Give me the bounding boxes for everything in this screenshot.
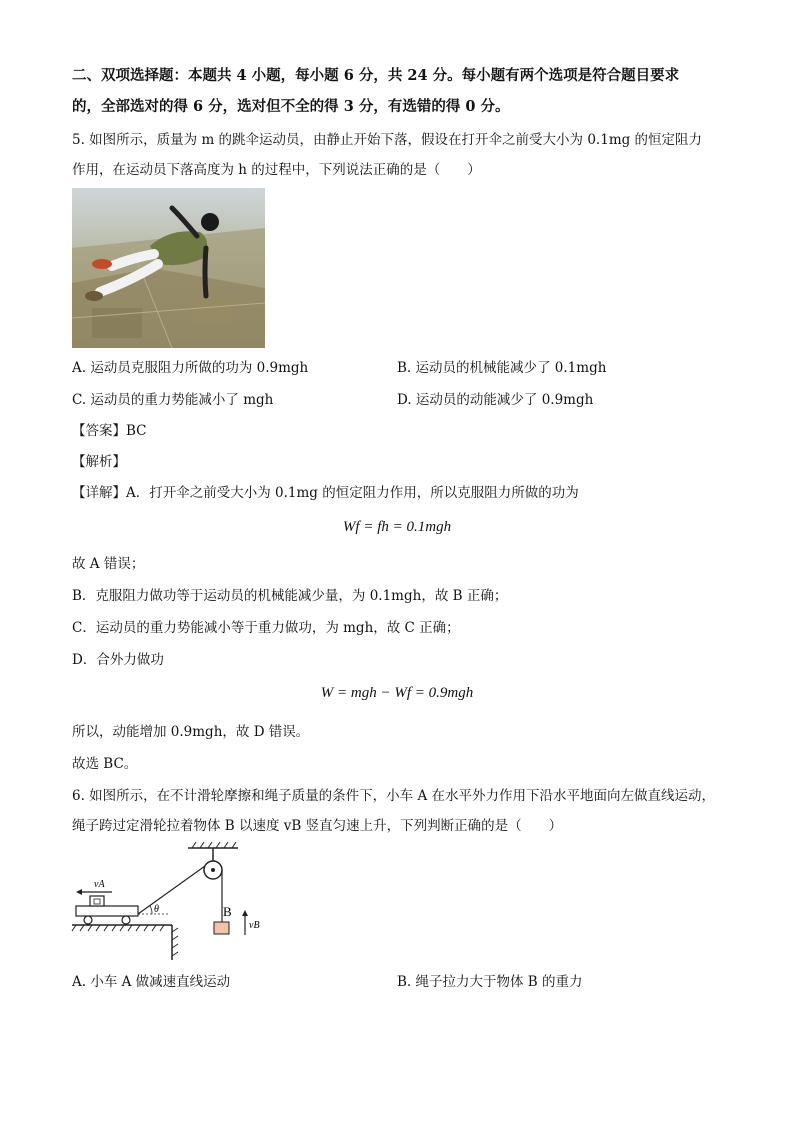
q5-stem-line1: 5. 如图所示，质量为 m 的跳伞运动员，由静止开始下落，假设在打开伞之前受大小为 0.1mg 的恒定阻力 xyxy=(72,132,703,148)
q6-option-b[interactable]: B. 绳子拉力大于物体 B 的重力 xyxy=(397,974,583,990)
q5-final: 故选 BC。 xyxy=(72,756,138,772)
q6-option-a[interactable]: A. 小车 A 做减速直线运动 xyxy=(72,974,231,990)
label-vb: vB xyxy=(249,920,260,931)
q5-option-c[interactable]: C. 运动员的重力势能减小了 mgh xyxy=(72,392,274,408)
q5-line-b: B．克服阻力做功等于运动员的机械能减少量，为 0.1mgh，故 B 正确； xyxy=(72,588,508,604)
q5-stem-line2: 作用，在运动员下落高度为 h 的过程中，下列说法正确的是（ ） xyxy=(72,162,481,178)
label-b: B xyxy=(223,904,232,919)
pulley-diagram xyxy=(68,840,268,965)
q5-formula-1: Wf = fh = 0.1mgh xyxy=(342,519,452,535)
skydiver-photo xyxy=(72,188,265,348)
section-header-line1: 二、双项选择题：本题共 4 小题，每小题 6 分，共 24 分。每小题有两个选项是符合题目要求 xyxy=(72,67,680,84)
section-header-line2: 的，全部选对的得 6 分，选对但不全的得 3 分，有选错的得 0 分。 xyxy=(72,98,510,115)
q5-line-c: C．运动员的重力势能减小等于重力做功，为 mgh，故 C 正确； xyxy=(72,620,460,636)
q5-option-a[interactable]: A. 运动员克服阻力所做的功为 0.9mgh xyxy=(72,360,309,376)
q6-stem-line1: 6. 如图所示，在不计滑轮摩擦和绳子质量的条件下，小车 A 在水平外力作用下沿水平地面向左做直线运动， xyxy=(72,788,716,804)
q5-option-d[interactable]: D. 运动员的动能减少了 0.9mgh xyxy=(397,392,594,408)
q5-option-b[interactable]: B. 运动员的机械能减少了 0.1mgh xyxy=(397,360,607,376)
q5-detail-line1: 【详解】A．打开伞之前受大小为 0.1mg 的恒定阻力作用，所以克服阻力所做的功为 xyxy=(72,485,579,501)
label-va: vA xyxy=(94,879,105,890)
q5-formula-2: W = mgh − Wf = 0.9mgh xyxy=(320,685,474,701)
q5-analysis-label: 【解析】 xyxy=(72,454,126,470)
q5-line-d: D．合外力做功 xyxy=(72,652,164,668)
q5-line-d-conclusion: 所以，动能增加 0.9mgh，故 D 错误。 xyxy=(72,724,310,740)
q5-answer: 【答案】BC xyxy=(72,423,147,439)
q6-stem-line2: 绳子跨过定滑轮拉着物体 B 以速度 vB 竖直匀速上升，下列判断正确的是（ ） xyxy=(72,818,563,834)
label-theta: θ xyxy=(154,904,159,915)
q5-line-a-wrong: 故 A 错误； xyxy=(72,556,145,572)
